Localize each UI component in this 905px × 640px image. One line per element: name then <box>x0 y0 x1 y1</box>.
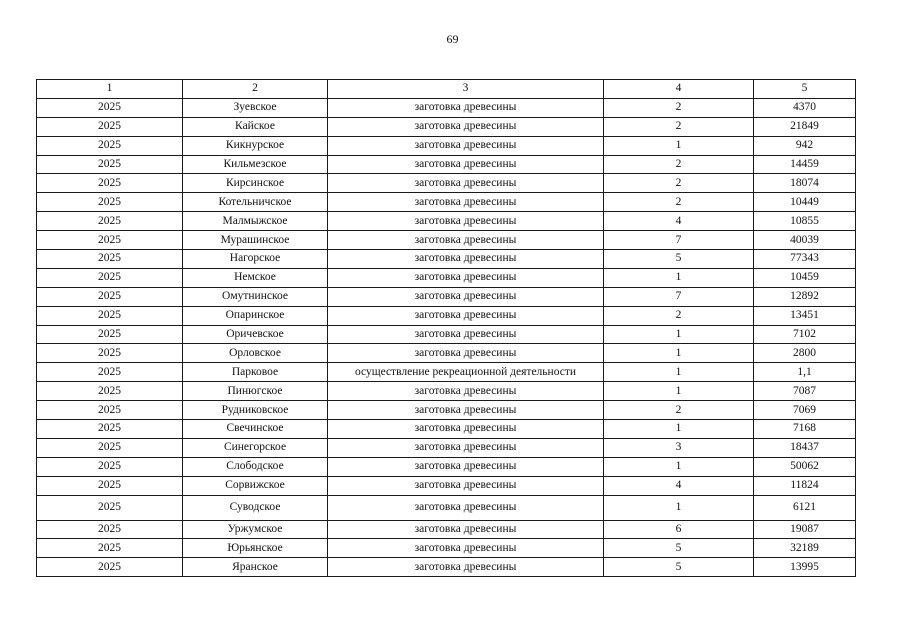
table-row <box>37 325 856 344</box>
cell-volume: 12892 <box>754 287 856 306</box>
cell-year: 2025 <box>37 539 183 558</box>
cell-usage-type: заготовка древесины <box>328 401 604 420</box>
cell-forestry: Котельничское <box>183 193 328 212</box>
cell-volume: 21849 <box>754 117 856 136</box>
cell-forestry: Кайское <box>183 117 328 136</box>
cell-forestry: Немское <box>183 268 328 287</box>
cell-count: 2 <box>604 98 754 117</box>
cell-year: 2025 <box>37 117 183 136</box>
cell-usage-type: заготовка древесины <box>328 250 604 269</box>
table-row <box>37 98 856 117</box>
cell-count: 5 <box>604 558 754 577</box>
cell-year: 2025 <box>37 520 183 539</box>
cell-volume: 13451 <box>754 306 856 325</box>
cell-usage-type: заготовка древесины <box>328 98 604 117</box>
cell-volume: 10449 <box>754 193 856 212</box>
cell-count: 1 <box>604 420 754 439</box>
cell-usage-type: заготовка древесины <box>328 212 604 231</box>
cell-count: 1 <box>604 325 754 344</box>
cell-count: 2 <box>604 117 754 136</box>
table-row <box>37 250 856 269</box>
cell-year: 2025 <box>37 306 183 325</box>
cell-volume: 14459 <box>754 155 856 174</box>
cell-year: 2025 <box>37 457 183 476</box>
cell-forestry: Слободское <box>183 457 328 476</box>
cell-volume: 7102 <box>754 325 856 344</box>
cell-count: 4 <box>604 212 754 231</box>
cell-count: 3 <box>604 438 754 457</box>
table-row <box>37 363 856 382</box>
table-row <box>37 344 856 363</box>
header-cell-forestry: 2 <box>183 80 328 99</box>
cell-volume: 13995 <box>754 558 856 577</box>
cell-forestry: Нагорское <box>183 250 328 269</box>
cell-usage-type: заготовка древесины <box>328 457 604 476</box>
table-row <box>37 136 856 155</box>
cell-count: 5 <box>604 250 754 269</box>
cell-volume: 4370 <box>754 98 856 117</box>
cell-usage-type: заготовка древесины <box>328 438 604 457</box>
cell-year: 2025 <box>37 193 183 212</box>
data-table <box>36 79 856 577</box>
cell-forestry: Орловское <box>183 344 328 363</box>
cell-volume: 1,1 <box>754 363 856 382</box>
cell-count: 2 <box>604 306 754 325</box>
cell-forestry: Оричевское <box>183 325 328 344</box>
cell-count: 1 <box>604 363 754 382</box>
cell-usage-type: заготовка древесины <box>328 382 604 401</box>
cell-usage-type: заготовка древесины <box>328 539 604 558</box>
cell-usage-type: заготовка древесины <box>328 193 604 212</box>
table-row <box>37 212 856 231</box>
table-row <box>37 268 856 287</box>
cell-usage-type: осуществление рекреационной деятельности <box>328 363 604 382</box>
cell-forestry: Кирсинское <box>183 174 328 193</box>
cell-volume: 942 <box>754 136 856 155</box>
cell-year: 2025 <box>37 212 183 231</box>
cell-forestry: Парковое <box>183 363 328 382</box>
cell-usage-type: заготовка древесины <box>328 174 604 193</box>
cell-year: 2025 <box>37 155 183 174</box>
cell-count: 1 <box>604 268 754 287</box>
page-number: 69 <box>446 32 459 46</box>
table-row <box>37 174 856 193</box>
cell-forestry: Омутнинское <box>183 287 328 306</box>
cell-volume: 50062 <box>754 457 856 476</box>
cell-volume: 7168 <box>754 420 856 439</box>
cell-count: 7 <box>604 287 754 306</box>
cell-volume: 11824 <box>754 476 856 495</box>
cell-usage-type: заготовка древесины <box>328 325 604 344</box>
cell-count: 2 <box>604 193 754 212</box>
table-row <box>37 382 856 401</box>
cell-count: 2 <box>604 155 754 174</box>
cell-year: 2025 <box>37 401 183 420</box>
header-cell-volume: 5 <box>754 80 856 99</box>
table-row <box>37 420 856 439</box>
table-row <box>37 495 856 520</box>
cell-usage-type: заготовка древесины <box>328 117 604 136</box>
cell-forestry: Зуевское <box>183 98 328 117</box>
table-row <box>37 117 856 136</box>
cell-year: 2025 <box>37 495 183 520</box>
cell-count: 1 <box>604 382 754 401</box>
cell-usage-type: заготовка древесины <box>328 558 604 577</box>
cell-year: 2025 <box>37 174 183 193</box>
cell-forestry: Малмыжское <box>183 212 328 231</box>
header-cell-year: 1 <box>37 80 183 99</box>
table-row <box>37 155 856 174</box>
table-row <box>37 401 856 420</box>
cell-usage-type: заготовка древесины <box>328 231 604 250</box>
cell-count: 7 <box>604 231 754 250</box>
header-row <box>37 80 856 99</box>
cell-usage-type: заготовка древесины <box>328 520 604 539</box>
cell-year: 2025 <box>37 420 183 439</box>
cell-forestry: Яранское <box>183 558 328 577</box>
cell-volume: 7087 <box>754 382 856 401</box>
cell-count: 1 <box>604 136 754 155</box>
cell-volume: 7069 <box>754 401 856 420</box>
cell-forestry: Синегорское <box>183 438 328 457</box>
cell-year: 2025 <box>37 231 183 250</box>
cell-year: 2025 <box>37 287 183 306</box>
table-row <box>37 558 856 577</box>
cell-usage-type: заготовка древесины <box>328 306 604 325</box>
cell-forestry: Уржумское <box>183 520 328 539</box>
cell-volume: 19087 <box>754 520 856 539</box>
cell-count: 2 <box>604 401 754 420</box>
table-row <box>37 193 856 212</box>
cell-year: 2025 <box>37 363 183 382</box>
cell-year: 2025 <box>37 558 183 577</box>
cell-year: 2025 <box>37 250 183 269</box>
cell-forestry: Сорвижское <box>183 476 328 495</box>
cell-year: 2025 <box>37 438 183 457</box>
table-row <box>37 457 856 476</box>
cell-year: 2025 <box>37 136 183 155</box>
cell-usage-type: заготовка древесины <box>328 420 604 439</box>
table-body <box>37 80 856 577</box>
table-row <box>37 539 856 558</box>
table-row <box>37 520 856 539</box>
cell-usage-type: заготовка древесины <box>328 344 604 363</box>
table-row <box>37 476 856 495</box>
cell-forestry: Кикнурское <box>183 136 328 155</box>
cell-count: 1 <box>604 495 754 520</box>
cell-volume: 40039 <box>754 231 856 250</box>
cell-forestry: Суводское <box>183 495 328 520</box>
cell-usage-type: заготовка древесины <box>328 287 604 306</box>
cell-year: 2025 <box>37 382 183 401</box>
table-row <box>37 287 856 306</box>
cell-year: 2025 <box>37 476 183 495</box>
cell-forestry: Пинюгское <box>183 382 328 401</box>
cell-usage-type: заготовка древесины <box>328 495 604 520</box>
cell-year: 2025 <box>37 98 183 117</box>
cell-count: 6 <box>604 520 754 539</box>
cell-volume: 2800 <box>754 344 856 363</box>
cell-count: 1 <box>604 344 754 363</box>
cell-count: 2 <box>604 174 754 193</box>
cell-volume: 18074 <box>754 174 856 193</box>
cell-forestry: Свечинское <box>183 420 328 439</box>
cell-volume: 18437 <box>754 438 856 457</box>
cell-usage-type: заготовка древесины <box>328 268 604 287</box>
cell-count: 1 <box>604 457 754 476</box>
cell-forestry: Кильмезское <box>183 155 328 174</box>
cell-year: 2025 <box>37 268 183 287</box>
table-row <box>37 306 856 325</box>
cell-count: 5 <box>604 539 754 558</box>
cell-year: 2025 <box>37 344 183 363</box>
cell-volume: 77343 <box>754 250 856 269</box>
header-cell-usage-type: 3 <box>328 80 604 99</box>
cell-year: 2025 <box>37 325 183 344</box>
cell-volume: 6121 <box>754 495 856 520</box>
table-row <box>37 231 856 250</box>
cell-count: 4 <box>604 476 754 495</box>
cell-usage-type: заготовка древесины <box>328 136 604 155</box>
cell-volume: 10459 <box>754 268 856 287</box>
cell-forestry: Мурашинское <box>183 231 328 250</box>
cell-forestry: Юрьянское <box>183 539 328 558</box>
cell-volume: 10855 <box>754 212 856 231</box>
cell-forestry: Рудниковское <box>183 401 328 420</box>
cell-volume: 32189 <box>754 539 856 558</box>
table-row <box>37 438 856 457</box>
cell-usage-type: заготовка древесины <box>328 476 604 495</box>
cell-forestry: Опаринское <box>183 306 328 325</box>
header-cell-count: 4 <box>604 80 754 99</box>
cell-usage-type: заготовка древесины <box>328 155 604 174</box>
